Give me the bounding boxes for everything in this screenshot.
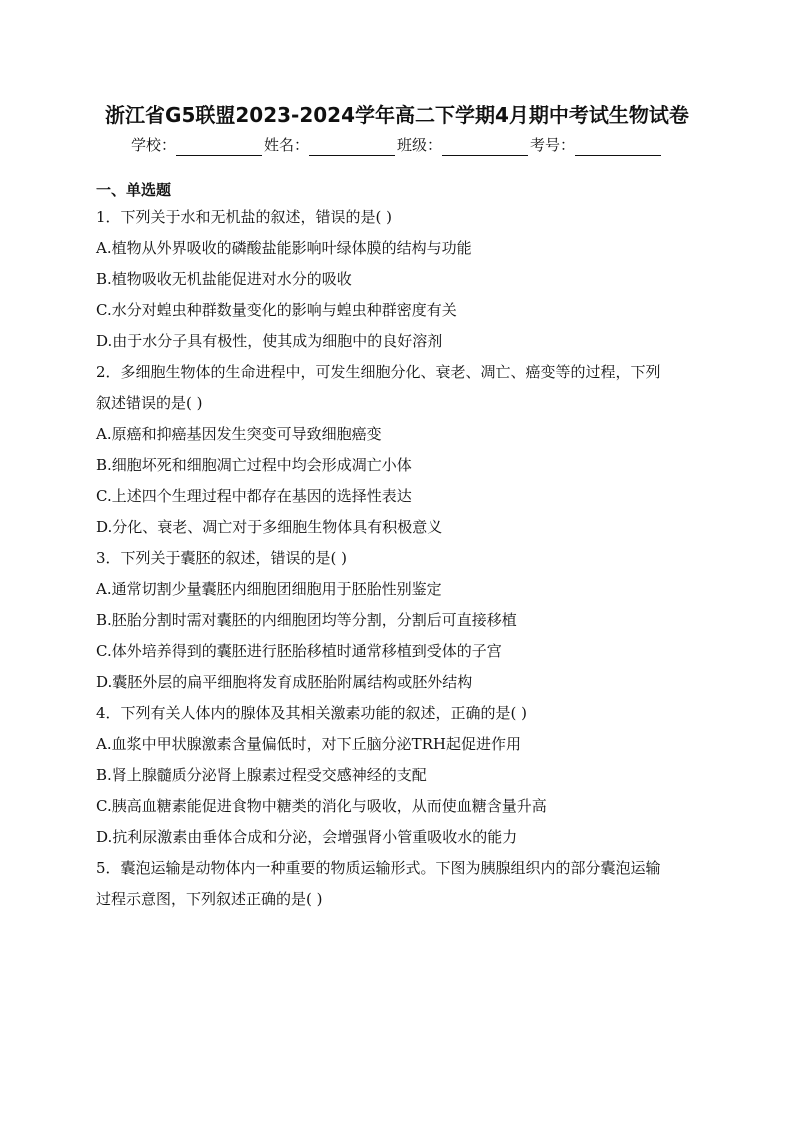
option-d: D.由于水分子具有极性，使其成为细胞中的良好溶剂 [96, 332, 443, 350]
school-label: 学校： [130, 136, 176, 154]
class-blank[interactable] [442, 138, 528, 156]
exam-number-field [530, 134, 663, 156]
document-title: 浙江省G5联盟2023-2024学年高二下学期4月期中考试生物试卷 [105, 103, 689, 127]
option-b: B.肾上腺髓质分泌肾上腺素过程受交感神经的支配 [96, 766, 427, 784]
question-stem: 2．多细胞生物体的生命进程中，可发生细胞分化、衰老、凋亡、癌变等的过程，下列 [96, 363, 661, 381]
class-label: 班级： [397, 136, 443, 154]
class-field [397, 134, 530, 156]
option-b: B.植物吸收无机盐能促进对水分的吸收 [96, 270, 352, 288]
option-a: A.通常切割少量囊胚内细胞团细胞用于胚胎性别鉴定 [96, 580, 442, 598]
section-title: 一、单选题 [96, 181, 172, 199]
school-field [131, 134, 264, 156]
option-c: C.胰高血糖素能促进食物中糖类的消化与吸收，从而使血糖含量升高 [96, 797, 547, 815]
name-blank[interactable] [309, 138, 395, 156]
option-a: A.血浆中甲状腺激素含量偏低时，对下丘脑分泌TRH起促进作用 [96, 735, 521, 753]
question-stem: 4．下列有关人体内的腺体及其相关激素功能的叙述，正确的是( ) [96, 704, 528, 722]
option-b: B.胚胎分割时需对囊胚的内细胞团均等分割，分割后可直接移植 [96, 611, 517, 629]
question-stem-continued: 叙述错误的是( ) [96, 394, 203, 412]
name-label: 姓名： [263, 136, 309, 154]
exam-number-label: 考号： [530, 136, 576, 154]
question-stem: 3．下列关于囊胚的叙述，错误的是( ) [96, 549, 348, 567]
question-stem: 5．囊泡运输是动物体内一种重要的物质运输形式。下图为胰腺组织内的部分囊泡运输 [96, 859, 661, 877]
question-5 [96, 853, 706, 915]
option-d: D.抗利尿激素由垂体合成和分泌，会增强肾小管重吸收水的能力 [96, 828, 518, 846]
option-d: D.分化、衰老、凋亡对于多细胞生物体具有积极意义 [96, 518, 443, 536]
question-3 [96, 543, 706, 698]
option-d: D.囊胚外层的扁平细胞将发育成胚胎附属结构或胚外结构 [96, 673, 473, 691]
question-4 [96, 698, 706, 853]
name-field [264, 134, 397, 156]
question-list [96, 178, 706, 915]
exam-number-blank[interactable] [575, 138, 661, 156]
option-c: C.体外培养得到的囊胚进行胚胎移植时通常移植到受体的子宫 [96, 642, 502, 660]
question-1 [96, 202, 706, 357]
school-blank[interactable] [176, 138, 262, 156]
option-b: B.细胞坏死和细胞凋亡过程中均会形成凋亡小体 [96, 456, 412, 474]
student-info-line [0, 134, 794, 156]
question-stem: 1．下列关于水和无机盐的叙述，错误的是( ) [96, 208, 393, 226]
option-c: C.水分对蝗虫种群数量变化的影响与蝗虫种群密度有关 [96, 301, 457, 319]
option-c: C.上述四个生理过程中都存在基因的选择性表达 [96, 487, 412, 505]
question-stem-continued: 过程示意图，下列叙述正确的是( ) [96, 890, 323, 908]
question-2 [96, 357, 706, 543]
option-a: A.原癌和抑癌基因发生突变可导致细胞癌变 [96, 425, 382, 443]
option-a: A.植物从外界吸收的磷酸盐能影响叶绿体膜的结构与功能 [96, 239, 472, 257]
